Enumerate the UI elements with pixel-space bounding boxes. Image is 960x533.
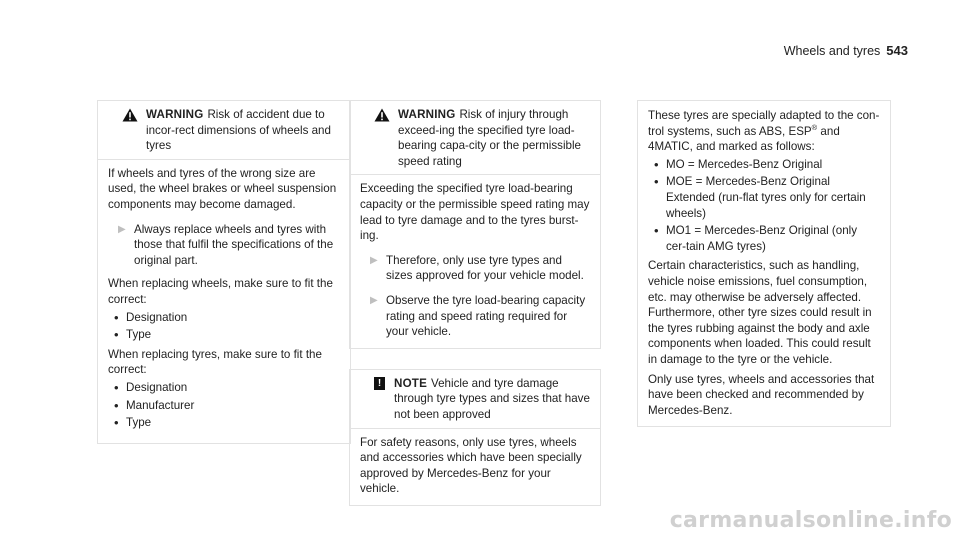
column-2 — [349, 100, 601, 506]
step-text: Therefore, only use tyre types and sizes approved for your vehicle model. — [386, 253, 584, 283]
bullet-icon: • — [114, 327, 119, 343]
list-item: • MOE = Mercedes-Benz Original Extended (run-flat tyres only for certain wheels) — [648, 174, 880, 221]
note-box — [349, 369, 601, 506]
list-item: • MO = Mercedes-Benz Original — [648, 157, 880, 173]
list-item: • Type — [108, 415, 340, 431]
bullet-icon: • — [114, 415, 119, 431]
note-label: NOTE — [394, 376, 428, 390]
bullet-list — [648, 157, 880, 255]
paragraph: If wheels and tyres of the wrong size are used, the wheel brakes or wheel suspension components may become damaged. — [108, 166, 337, 211]
step-text: Observe the tyre load-bearing capacity rating and speed rating required for your vehicle. — [386, 293, 586, 339]
wheel-dimensions-warning-box — [97, 100, 351, 444]
watermark: carmanualsonline.info — [669, 508, 952, 533]
note-header — [350, 370, 600, 428]
warning-label: WARNING — [146, 108, 204, 121]
warning-text: Risk of accident due to incor-rect dimensions of wheels and tyres — [146, 108, 331, 153]
instruction-step — [360, 253, 590, 284]
bullet-icon: • — [114, 309, 119, 325]
warning-label: WARNING — [398, 108, 456, 121]
page-header — [600, 43, 908, 60]
box-body — [638, 101, 890, 426]
bullet-icon: • — [654, 223, 659, 239]
tyre-markings-box — [637, 100, 891, 427]
warning-header — [98, 101, 350, 159]
bullet-icon: • — [114, 379, 119, 395]
warning-triangle-icon — [374, 108, 390, 122]
paragraph: Only use tyres, wheels and accessories that have been checked and recommended by Mercedes-Benz. — [648, 372, 875, 417]
arrow-right-icon: ▶ — [118, 223, 126, 235]
bullet-icon: • — [654, 156, 659, 172]
arrow-right-icon: ▶ — [370, 294, 378, 306]
note-body — [350, 428, 600, 505]
arrow-right-icon: ▶ — [370, 254, 378, 266]
list-item: • MO1 = Mercedes-Benz Original (only cer-tain AMG tyres) — [648, 223, 880, 254]
paragraph: When replacing tyres, make sure to fit the correct: — [108, 347, 322, 377]
registered-mark: ® — [811, 122, 818, 132]
bullet-list — [108, 310, 340, 343]
exclamation-icon: ! — [374, 377, 385, 390]
paragraph: Exceeding the specified tyre load-bearing capacity or the permissible speed rating may lead to tyre damage and to the tyres burst-ing. — [360, 182, 590, 243]
bullet-icon: • — [114, 397, 119, 413]
page-number: 543 — [886, 43, 908, 58]
paragraph: When replacing wheels, make sure to fit the correct: — [108, 277, 333, 306]
bullet-icon: • — [654, 174, 659, 190]
warning-header — [350, 101, 600, 174]
list-item: • Designation — [108, 380, 340, 396]
warning-triangle-icon — [122, 108, 138, 122]
instruction-step — [108, 222, 340, 269]
section-title: Wheels and tyres — [783, 44, 881, 58]
bullet-list — [108, 380, 340, 431]
note-text: Vehicle and tyre damage through tyre types and sizes that have not been approved — [394, 376, 590, 421]
warning-body — [98, 159, 350, 443]
load-capacity-warning-box — [349, 100, 601, 349]
list-item: • Designation — [108, 310, 340, 326]
list-item: • Manufacturer — [108, 398, 340, 414]
warning-text: Risk of injury through exceed-ing the specified tyre load-bearing capa-city or the permissible speed rating — [398, 108, 582, 168]
instruction-step — [360, 293, 590, 340]
paragraph: Certain characteristics, such as handling, vehicle noise emissions, fuel consumption, etc. may otherwise be adversely affected. Furthermore, other tyre sizes could result in the tyres rubbing against the body and axle components when loaded. This could result in damage to the tyre or the vehicle. — [648, 259, 872, 366]
paragraph: These tyres are specially adapted to the con-trol systems, such as ABS, ESP® and 4MATIC, and marked as follows: — [648, 109, 880, 154]
paragraph: For safety reasons, only use tyres, wheels and accessories which have been specially approved by Mercedes-Benz for your vehicle. — [360, 435, 582, 496]
step-text: Always replace wheels and tyres with those that fulfil the specifications of the original part. — [134, 222, 334, 267]
warning-body — [350, 174, 600, 347]
list-item: • Type — [108, 327, 340, 343]
